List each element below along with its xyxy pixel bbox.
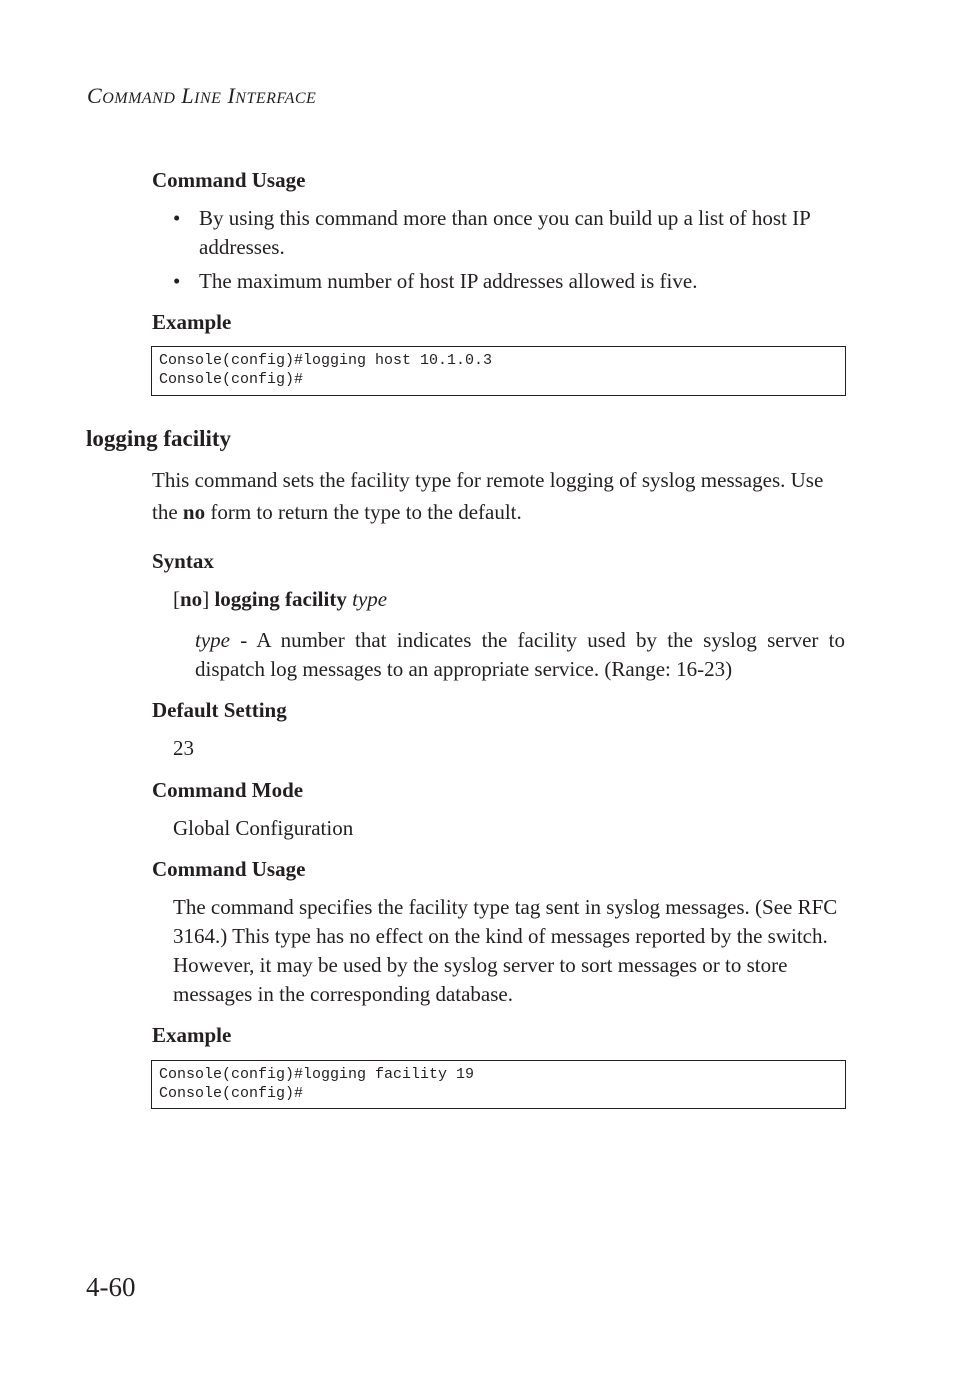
code-line: Console(config)#logging host 10.1.0.3 (159, 352, 493, 369)
syntax-heading: Syntax (152, 549, 214, 573)
bullet-text: By using this command more than once you can build up a list of host IP addresses. (199, 206, 811, 259)
code-line: Console(config)# (159, 371, 304, 388)
code-example (151, 346, 846, 396)
code-line: Console(config)#logging facility 19 (159, 1066, 475, 1083)
command-usage-text: The command specifies the facility type tag sent in syslog messages. (See RFC 3164.) This type has no effect on the kind of messages reported by the switch. However, it may be used by the syslog server to sort messages or to store messages in the corresponding database. (173, 895, 838, 1006)
bullet-dot: • (173, 206, 181, 230)
command-mode-value: Global Configuration (173, 816, 354, 840)
code-example (151, 1060, 846, 1109)
command-usage-heading: Command Usage (152, 168, 306, 192)
default-value: 23 (173, 736, 194, 760)
command-usage-heading: Command Usage (152, 857, 306, 881)
section-title: logging facility (86, 426, 232, 451)
section-description: This command sets the facility type for remote logging of syslog messages. Use the no form to return the type to the default. (152, 468, 824, 524)
default-setting-heading: Default Setting (152, 698, 287, 722)
command-mode-heading: Command Mode (152, 778, 304, 802)
running-head: COMMAND LINE INTERFACE (87, 83, 317, 108)
example-heading: Example (152, 310, 232, 334)
bullet-dot: • (173, 269, 181, 293)
bullet-item (173, 267, 853, 297)
example-heading: Example (152, 1023, 232, 1047)
parameter-description: type - A number that indicates the facility used by the syslog server to dispatch log messages to an appropriate service. (Range: 16-23) (195, 628, 845, 681)
page-number: 4-60 (86, 1272, 136, 1302)
bullet-text: The maximum number of host IP addresses allowed is five. (199, 269, 698, 293)
code-line: Console(config)# (159, 1085, 304, 1102)
syntax-line: [no] logging facility type (173, 587, 388, 611)
bullet-item (173, 204, 853, 264)
